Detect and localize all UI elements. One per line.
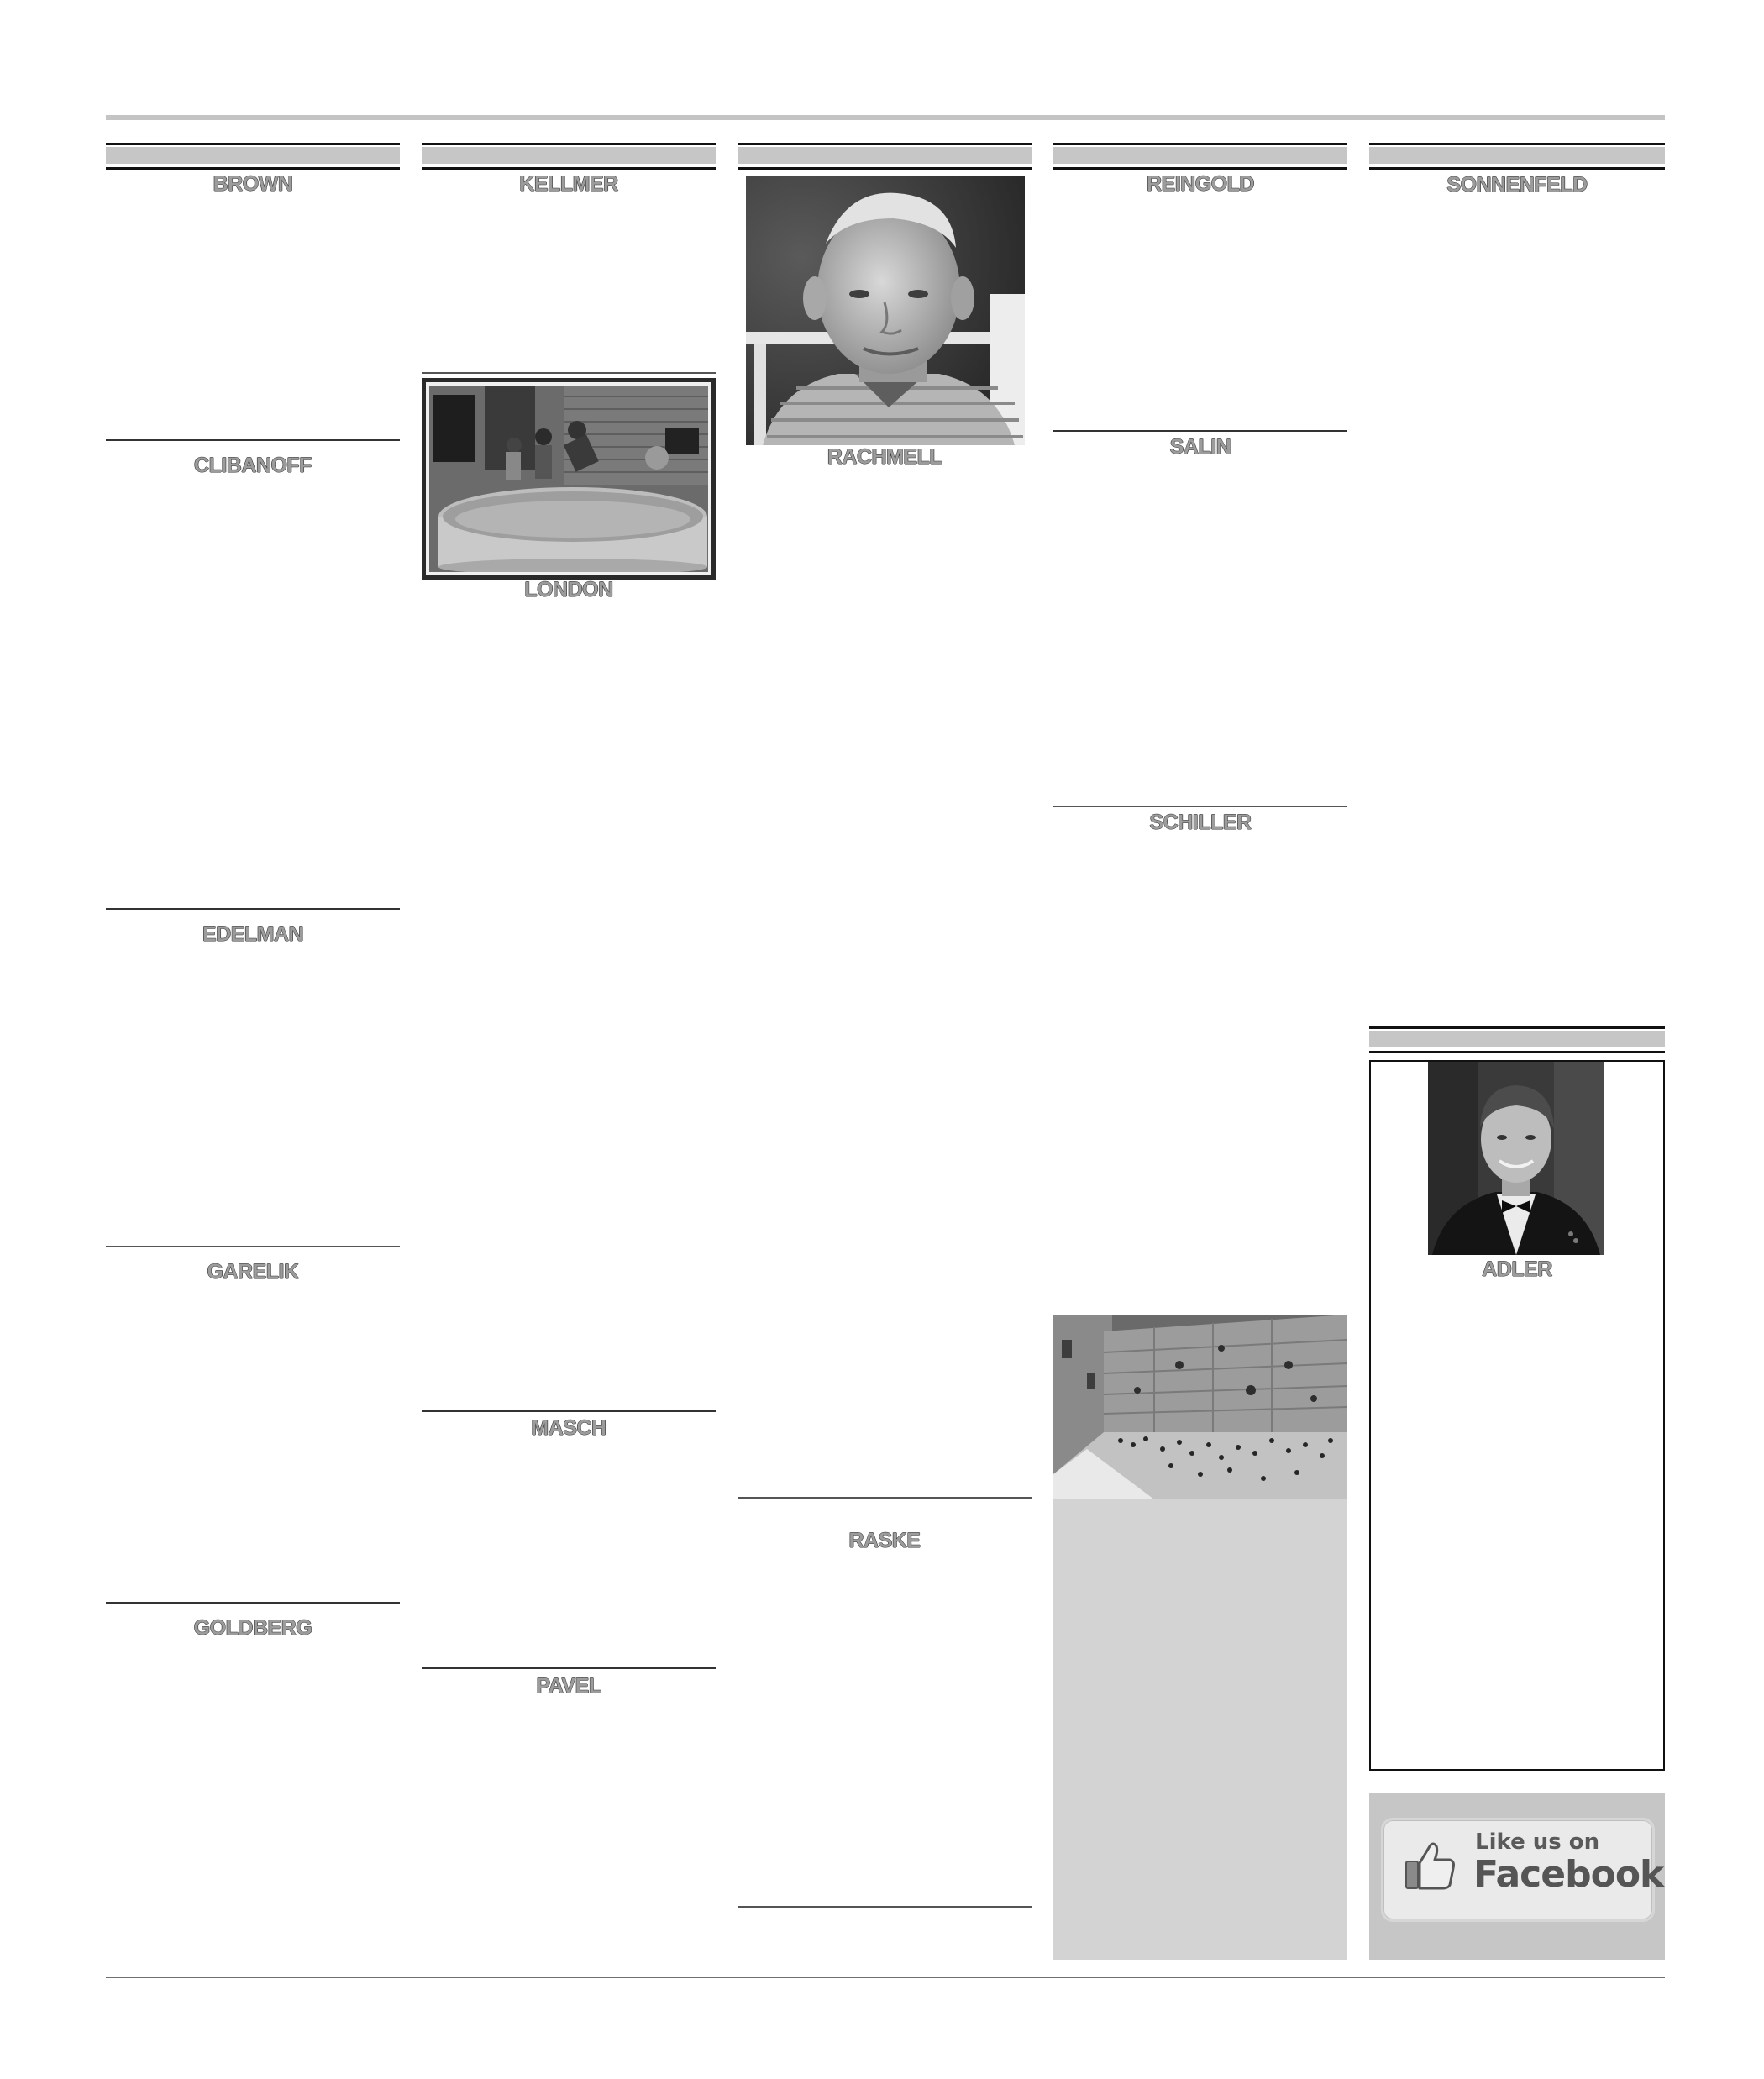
adler-box-header <box>1369 1026 1665 1053</box>
column-5-header <box>1369 143 1665 170</box>
london-photo <box>422 378 716 580</box>
divider <box>106 439 400 441</box>
facebook-label-line1: Like us on <box>1475 1830 1600 1855</box>
divider <box>422 1410 716 1412</box>
divider <box>106 1246 400 1247</box>
divider <box>738 1906 1032 1908</box>
column-4-header <box>1053 143 1347 170</box>
western-wall-photo <box>1053 1315 1347 1499</box>
divider <box>1053 806 1347 807</box>
obituary-name-garelik: GARELIK <box>207 1260 299 1284</box>
divider <box>422 1667 716 1669</box>
obituary-name-rachmell: RACHMELL <box>827 445 942 469</box>
obituary-name-sonnenfeld: SONNENFELD <box>1446 173 1588 197</box>
facebook-label-line2: Facebook <box>1473 1853 1664 1896</box>
top-rule <box>106 115 1665 120</box>
obituary-name-clibanoff: CLIBANOFF <box>194 454 312 477</box>
obituary-name-raske: RASKE <box>848 1529 921 1552</box>
obituary-name-masch: MASCH <box>531 1416 606 1440</box>
divider <box>738 1497 1032 1499</box>
divider <box>106 1602 400 1604</box>
obituary-name-goldberg: GOLDBERG <box>193 1616 312 1640</box>
divider <box>422 372 716 374</box>
adler-photo <box>1428 1062 1604 1255</box>
obituary-name-kellmer: KELLMER <box>519 172 618 196</box>
obituary-name-brown: BROWN <box>213 172 293 196</box>
obituary-name-salin: SALIN <box>1169 435 1231 459</box>
obituary-name-london: LONDON <box>524 578 613 601</box>
obituary-name-schiller: SCHILLER <box>1149 811 1252 834</box>
column-1-header <box>106 143 400 170</box>
obituary-name-reingold: REINGOLD <box>1147 172 1254 196</box>
rachmell-photo <box>746 176 1025 445</box>
column-3-header <box>738 143 1032 170</box>
thumbs-up-icon <box>1401 1836 1460 1895</box>
bottom-rule <box>106 1977 1665 1978</box>
obituary-name-adler: ADLER <box>1482 1257 1552 1281</box>
divider <box>1053 430 1347 432</box>
obituary-name-pavel: PAVEL <box>536 1674 601 1698</box>
obituary-name-edelman: EDELMAN <box>202 922 304 946</box>
divider <box>106 908 400 910</box>
column-2-header <box>422 143 716 170</box>
